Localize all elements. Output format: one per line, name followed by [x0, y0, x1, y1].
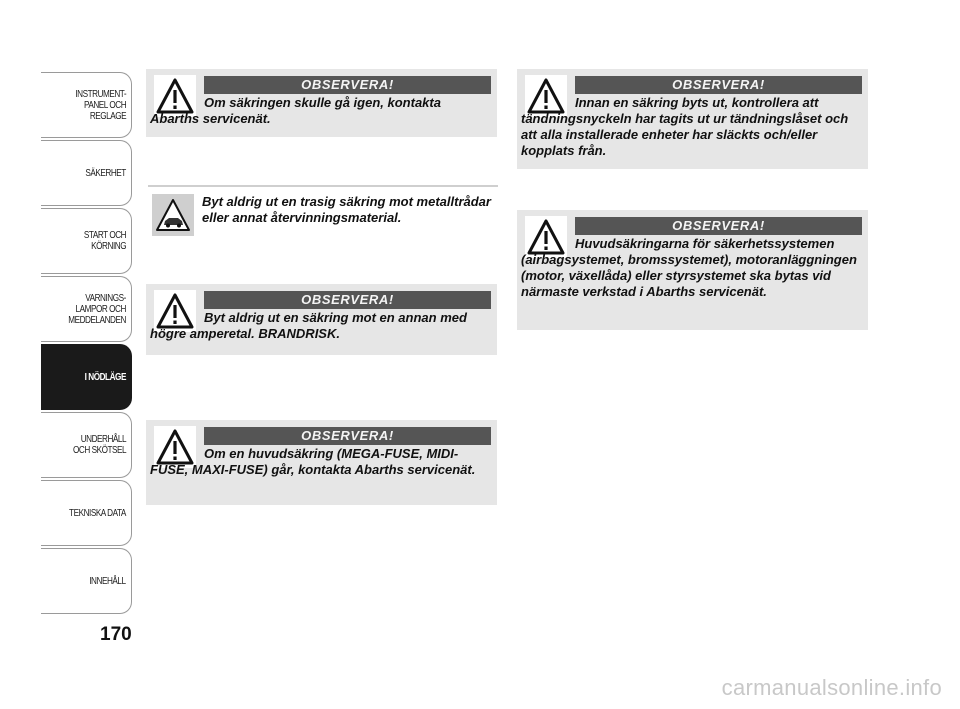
warning-text: Byt aldrig ut en säkring mot en annan med högre amperetal. BRANDRISK.: [150, 310, 467, 341]
warning-box-before-replacing: [517, 69, 868, 169]
tab-underhall[interactable]: [41, 412, 132, 478]
tab-varningslampor[interactable]: [41, 276, 132, 342]
tab-label: I NÖDLÄGE: [84, 370, 126, 383]
tab-label: INNEHÅLL: [89, 574, 126, 587]
warning-heading: OBSERVERA!: [575, 217, 862, 235]
tab-instrumentpanel[interactable]: [41, 72, 132, 138]
tab-tekniska-data[interactable]: [41, 480, 132, 546]
warning-text: Om säkringen skulle gå igen, kontakta Abarths servicenät.: [150, 95, 441, 126]
tab-start-och-korning[interactable]: [41, 208, 132, 274]
tab-innehall[interactable]: [41, 548, 132, 614]
car-triangle-icon: [152, 194, 194, 236]
tab-sakerhet[interactable]: [41, 140, 132, 206]
warning-box-safety-system-fuses: [517, 210, 868, 330]
tab-i-nodlage[interactable]: [41, 344, 132, 410]
tab-label: SÄKERHET: [85, 166, 126, 179]
warning-text: Huvudsäkringarna för säkerhetssystemen (airbagsystemet, bromssystemet), motoranläggningen (motor, växellåda) eller styrsystemet ska bytas vid närmaste verkstad i Abarths servicenät.: [521, 236, 857, 299]
warning-box-higher-amperage: [146, 284, 497, 355]
warning-heading: OBSERVERA!: [204, 427, 491, 445]
page-number: 170: [100, 624, 132, 645]
warning-box-main-fuse: [146, 420, 497, 505]
watermark: carmanualsonline.info: [721, 675, 942, 700]
tab-label: VARNINGS- LAMPOR OCH MEDDELANDEN: [68, 291, 126, 326]
warning-text: Om en huvudsäkring (MEGA-FUSE, MIDI-FUSE, MAXI-FUSE) går, kontakta Abarths servicenät.: [150, 446, 476, 477]
warning-heading: OBSERVERA!: [204, 291, 491, 309]
warning-box-fuse-blows-again: [146, 69, 497, 137]
tab-label: START OCH KÖRNING: [83, 229, 126, 252]
divider: [148, 185, 498, 187]
warning-heading: OBSERVERA!: [575, 76, 862, 94]
tab-label: INSTRUMENT- PANEL OCH REGLAGE: [75, 87, 126, 122]
note-metal-wire: [148, 185, 498, 245]
warning-heading: OBSERVERA!: [204, 76, 491, 94]
tab-label: UNDERHÅLL OCH SKÖTSEL: [72, 433, 126, 456]
note-text: Byt aldrig ut en trasig säkring mot metalltrådar eller annat återvinningsmaterial.: [202, 194, 491, 225]
tab-label: TEKNISKA DATA: [69, 506, 126, 519]
warning-text: Innan en säkring byts ut, kontrollera att tändningsnyckeln har tagits ut ur tändningslåset och att alla installerade enheter har släckts och/eller kopplats från.: [521, 95, 849, 158]
